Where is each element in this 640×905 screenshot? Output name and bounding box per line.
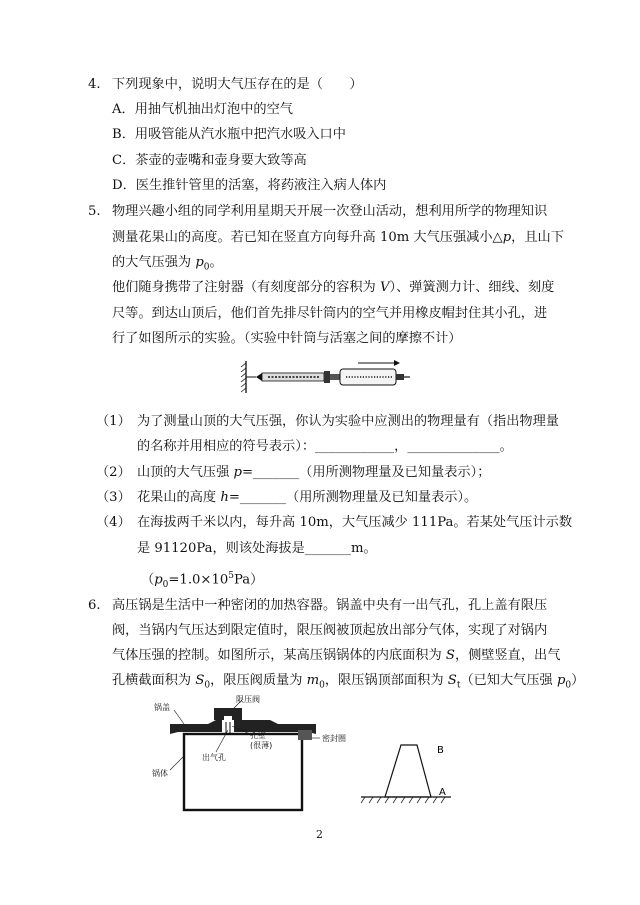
q5-sub4-number: （4） (96, 515, 131, 530)
label-seal: 密封圈 (322, 734, 346, 743)
q4-number: 4. (88, 77, 101, 92)
q6-line-1: 高压锅是生活中一种密闭的加热容器。锅盖中央有一出气孔，孔上盖有限压 (112, 598, 548, 613)
pressure-valve-icon (214, 708, 242, 722)
q5-sub4-line-1: 在海拔两千米以内，每升高 10m，大气压减少 111Pa。若某处气压计示数 (137, 515, 573, 530)
label-thin: (很薄) (250, 741, 273, 750)
syringe-figure (236, 355, 416, 397)
label-hole: 出气孔 (202, 753, 226, 762)
q5-line-2: 测量花果山的高度。若已知在竖直方向每升高 10m 大气压强减小△p，且山下 (112, 230, 564, 245)
q5-line-3: 的大气压强为 $p_0$。 (112, 255, 223, 273)
q5-sub2-number: （2） (96, 465, 131, 480)
trapezoid-icon (385, 745, 431, 797)
q5-sub4-line-2: 是 91120Pa，则该处海拔是_______m。 (137, 541, 377, 556)
q5-sub4-note: $(p_0=1.0\times 10^5Pa)$ (141, 571, 264, 591)
q5-number: 5. (88, 204, 101, 219)
q5-sub1-line-1: 为了测量山顶的大气压强，你认为实验中应测出的物理量有（指出物理量 (137, 414, 559, 429)
label-lid: 锅盖 (154, 703, 170, 712)
q4-option-b: B．用吸管能从汽水瓶中把汽水吸入口中 (112, 127, 346, 142)
q4-stem: 下列现象中，说明大气压存在的是（ ） (112, 77, 363, 92)
q4-option-d: D．医生推针管里的活塞，将药液注入病人体内 (112, 178, 387, 193)
q5-line-4: 他们随身携带了注射器（有刻度部分的容积为 V）、弹簧测力计、细线、刻度 (112, 280, 555, 295)
label-wall: 孔壁 (250, 731, 266, 740)
q5-sub1-line-2: 的名称并用相应的符号表示）：____________，______________。 (137, 439, 513, 454)
q5-sub2: 山顶的大气压强 p=_______（用所测物理量及已知量表示）； (137, 465, 491, 480)
label-b: B (437, 745, 444, 756)
label-valve: 限压阀 (236, 695, 260, 704)
ground-icon (361, 797, 451, 803)
cooker-lid-icon (170, 720, 316, 734)
pressure-cooker-figure (150, 694, 360, 814)
label-a: A (439, 787, 446, 798)
q5-line-5: 尺等。到达山顶后，他们首先排尽针筒内的空气并用橡皮帽封住其小孔，进 (112, 306, 548, 321)
syringe-icon (330, 369, 410, 385)
q6-line-2: 阀，当锅内气压达到限定值时，限压阀被顶起放出部分气体，实现了对锅内 (112, 623, 548, 638)
seal-ring-icon (298, 730, 312, 740)
q5-sub1-number: （1） (96, 414, 131, 429)
spring-scale-icon (256, 371, 330, 383)
q5-line-6: 行了如图所示的实验。（实验中针筒与活塞之间的摩擦不计） (112, 331, 462, 346)
q5-sub3-number: （3） (96, 490, 131, 505)
q6-number: 6. (88, 598, 101, 613)
q4-option-c: C．茶壶的壶嘴和壶身要大致等高 (112, 153, 307, 168)
page-number: 2 (316, 828, 323, 841)
q6-line-3: 气体压强的控制。如图所示，某高压锅锅体的内底面积为 S，侧壁竖直，出气 (112, 648, 561, 663)
q5-line-1: 物理兴趣小组的同学利用星期天开展一次登山活动，想利用所学的物理知识 (112, 204, 548, 219)
q4-option-a: A．用抽气机抽出灯泡中的空气 (112, 102, 293, 117)
q5-sub3: 花果山的高度 h=_______（用所测物理量及已知量表示）。 (137, 490, 478, 505)
q6-line-4: 孔横截面积为 $S_0$，限压阀质量为 $m_0$，限压锅顶部面积为 $S_t$（已知大气压强 $p_0$） (112, 673, 585, 691)
cooker-body-icon (184, 734, 302, 810)
wall-icon (241, 361, 246, 393)
trapezoid-container-figure (355, 735, 460, 805)
pull-direction-arrow-icon (358, 360, 400, 366)
label-body: 锅体 (152, 769, 168, 778)
